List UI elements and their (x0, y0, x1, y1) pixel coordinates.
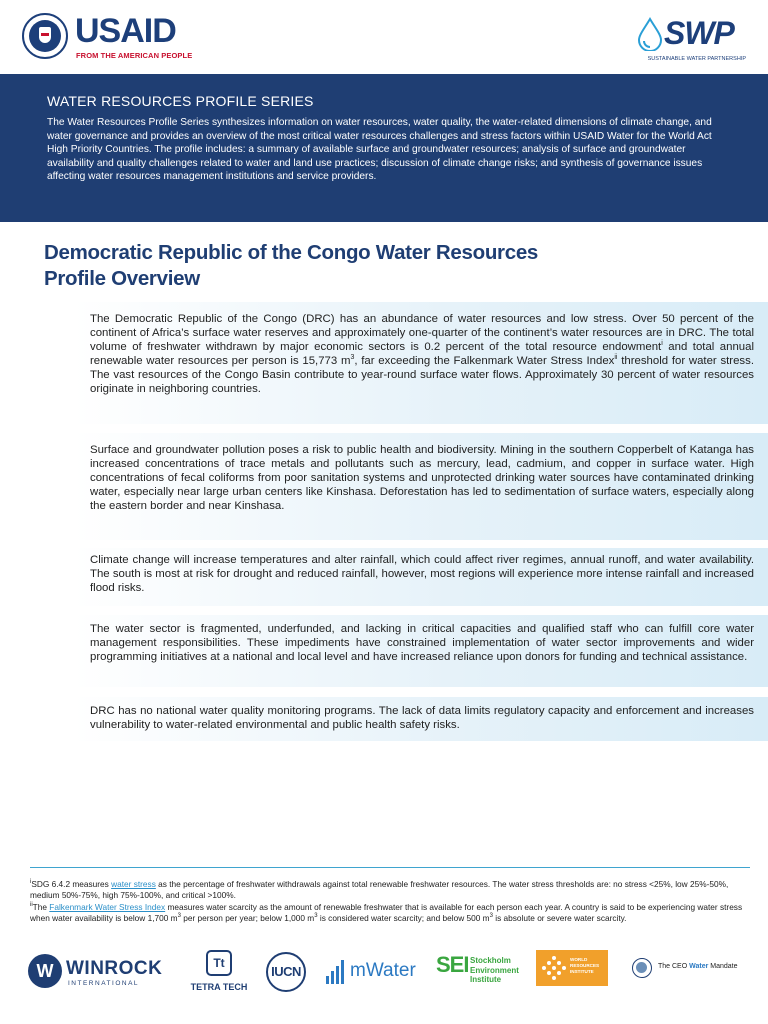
ceo-water-mandate-name: The CEO Water Mandate (658, 963, 738, 970)
falkenmark-index-link[interactable]: Falkenmark Water Stress Index (49, 901, 166, 912)
page-title-line-1: Democratic Republic of the Congo Water Resources (44, 241, 539, 264)
water-monitoring-section (60, 697, 768, 741)
water-drop-icon (634, 17, 666, 51)
usaid-logo-name: USAID (75, 12, 176, 50)
water-resources-text: The Democratic Republic of the Congo (DRC) has an abundance of water resources and low stress. Over 50 percent of the continent of Africa’s surface water reserves and approximately one-quarter of the continent’s water resources are in DRC. The total volume of freshwater withdrawn by major economic sectors is 0.2 percent of the total resource endowment$^i$ and total annual renewable water resources per person is 15,773 $m^3$, far exceeding the Falkenmark Water Stress Index$^{ii}$ threshold for water stress. The vast resources of the Congo Basin contribute to year-round surface water flows. Approximately 30 percent of water resources originate in neighboring countries. (90, 313, 755, 395)
usaid-seal-icon (22, 13, 68, 59)
bar-chart-icon (326, 960, 348, 984)
iucn-logo: IUCN (266, 952, 306, 992)
series-description: The Water Resources Profile Series synthesizes information on water resources, water quality, the water-related dimensions of climate change, and water governance and provides an overview of the most critical water resources challenges and stress factors within USAID Water for the World Act High Priority Countries. The profile includes: a summary of available surface and groundwater resources; analysis of surface and groundwater availability and quality challenges related to water and land use practices; discussion of climate change risks; and synthesis of governance issues affecting water resources management institutions and service providers. (47, 117, 712, 182)
water-monitoring-text: DRC has no national water quality monitoring programs. The lack of data limits regulatory capacity and enforcement and increases vulnerability to water-related environmental and public health safety risks. (90, 705, 754, 731)
sei-name: Stockholm Environment Institute (470, 956, 519, 984)
footnote-2: $^{ii}$The Falkenmark Water Stress Index measures water scarcity as the amount of renewable freshwater that is available for each person each year. A country is said to be experiencing water stress when water availability is below 1,700 $m^3$ per person per year; below 1,000 $m^3$ is considered water scarcity; and below 500 $m^3$ is absolute or severe water scarcity. (30, 901, 743, 924)
footnotes (30, 879, 746, 925)
water-quality-text: Surface and groundwater pollution poses a risk to public health and biodiversity. Mining in the southern Copperbelt of Katanga has increased concentrations of trace metals and pollutants such as mercury, lead, cadmium, and copper in surface water. High concentrations of fecal coliforms from poor sanitation systems and unprotected drinking water sources have contaminated drinking water, especially near large urban centers like Kinshasa. Deforestation has led to sedimentation of surface waters, especially along the eastern border and near Kinshasa. (90, 444, 754, 512)
usaid-logo (22, 12, 193, 63)
page-header (0, 0, 768, 74)
winrock-sub: INTERNATIONAL (68, 980, 140, 987)
globe-icon (632, 958, 652, 978)
mwater-name: mWater (350, 960, 416, 981)
dots-pattern-icon (540, 954, 568, 982)
sei-logo (436, 952, 526, 996)
swp-logo-name: SWP (664, 15, 734, 51)
wri-name: WORLD RESOURCES INSTITUTE (570, 957, 600, 974)
footnote-divider (30, 867, 750, 868)
water-resources-section (60, 302, 768, 424)
tetra-tech-logo (188, 950, 250, 996)
winrock-logo (28, 954, 178, 994)
mwater-logo (326, 958, 422, 988)
series-title: WATER RESOURCES PROFILE SERIES (47, 93, 314, 109)
series-banner (0, 74, 768, 222)
wri-logo (536, 950, 608, 986)
partner-logos (0, 948, 768, 1008)
swp-logo (634, 15, 746, 63)
footnote-ref-ii[interactable]: ii (614, 354, 618, 362)
swp-logo-tagline: SUSTAINABLE WATER PARTNERSHIP (647, 56, 746, 62)
page-title-line-2: Profile Overview (44, 267, 200, 290)
sei-mark: SEI (436, 952, 469, 977)
footnote-1: $^i$SDG 6.4.2 measures water stress as the percentage of freshwater withdrawals against total renewable freshwater resources. The water stress thresholds are: no stress <25%, low 25%-50%, medium 50%-75%, high 75%-100%, and critical >100%. (30, 879, 729, 901)
page-title (44, 240, 684, 292)
winrock-w-icon: W (28, 954, 62, 988)
footnote-ref-i[interactable]: i (661, 340, 663, 348)
climate-change-text: Climate change will increase temperatures and alter rainfall, which could affect river regimes, annual runoff, and water availability. The south is most at risk for drought and reduced rainfall, however, most regions will experience more intense rainfall and increased flood risks. (90, 554, 754, 594)
ceo-water-mandate-logo (632, 958, 752, 982)
climate-change-section (60, 548, 768, 606)
usaid-logo-tagline: FROM THE AMERICAN PEOPLE (76, 51, 193, 60)
water-stress-link[interactable]: water stress (111, 879, 156, 889)
winrock-name: WINROCK (66, 958, 163, 979)
water-quality-section (60, 433, 768, 540)
water-governance-text: The water sector is fragmented, underfunded, and lacking in critical capacities and qualified staff who can fulfill core water management responsibilities. These impediments have constrained implementation of water sector improvements and wider programming initiatives at a national and local level and have increased reliance upon donors for funding and technical assistance. (90, 623, 754, 663)
tetra-tech-name: TETRA TECH (190, 982, 248, 992)
tetra-tech-mark-icon: Tt (206, 950, 232, 976)
water-governance-section (60, 615, 768, 687)
